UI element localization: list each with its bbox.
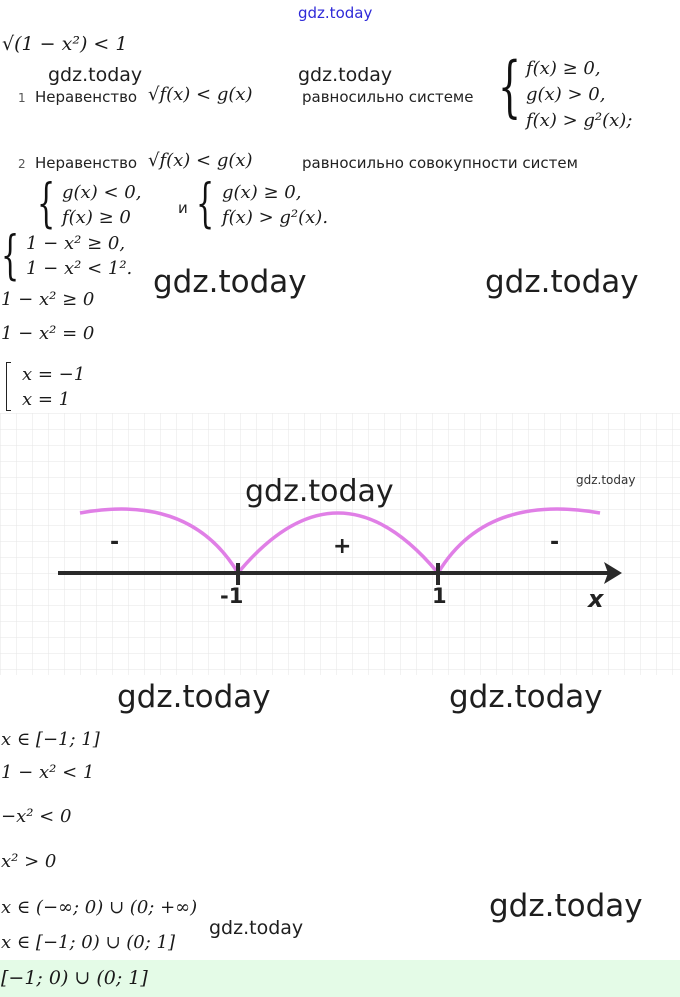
rule-2-expression: √f(x) < g(x) [148,150,253,171]
solution-step: 1 − x² ≥ 0 [1,289,95,310]
watermark: gdz.today [209,917,304,939]
solution-step: −x² < 0 [1,806,72,827]
watermark: gdz.today [245,474,394,509]
number-line-svg [0,413,680,675]
point-label: -1 [220,584,244,608]
rule-1-system-line: f(x) > g²(x); [526,110,633,131]
watermark: gdz.today [576,473,636,487]
watermark: gdz.today [117,679,271,715]
problem-inequality: √(1 − x²) < 1 [2,33,128,55]
system-brace: { [196,174,215,234]
watermark: gdz.today [48,64,143,86]
solution-interval: x ∈ (−∞; 0) ∪ (0; +∞) [1,897,198,918]
system-brace: { [37,174,56,234]
watermark: gdz.today [449,679,603,715]
sign-label: - [550,530,560,555]
watermark: gdz.today [298,4,373,22]
rule-1-system-line: f(x) ≥ 0, [526,58,601,79]
solution-interval: x ∈ [−1; 1] [1,729,100,750]
rule-2-and: и [178,199,188,217]
rule-1-number: 1 [18,91,26,105]
sign-label: + [333,534,352,559]
watermark: gdz.today [489,888,643,924]
solution-step: 1 − x² = 0 [1,323,95,344]
rule-2-number: 2 [18,157,26,171]
collection-bracket [6,362,7,411]
solution-system-line: 1 − x² ≥ 0, [26,233,126,254]
axis-label: x [588,585,604,613]
rule-2-text-start: Неравенство [35,154,138,172]
rule-1-expression: √f(x) < g(x) [148,84,253,105]
watermark: gdz.today [298,64,393,86]
sign-label: - [110,530,120,555]
solution-step: 1 − x² < 1 [1,762,95,783]
answer: [−1; 0) ∪ (0; 1] [1,967,148,989]
watermark: gdz.today [485,264,639,300]
watermark: gdz.today [153,264,307,300]
rule-1-text-end: равносильно системе [302,88,474,106]
system-brace: { [1,226,20,286]
collection-bracket-bottom [6,410,11,411]
rule-2-system-1-line: g(x) < 0, [62,182,142,203]
answer-highlight [0,960,680,997]
rule-2-system-2-line: f(x) > g²(x). [222,207,329,228]
rule-2-system-1-line: f(x) ≥ 0 [62,207,131,228]
solution-step: x² > 0 [1,851,57,872]
solution-interval: x ∈ [−1; 0) ∪ (0; 1] [1,932,175,953]
rule-1-system-line: g(x) > 0, [526,84,606,105]
collection-bracket-top [6,362,11,363]
rule-2-text-end: равносильно совокупности систем [302,154,578,172]
root-line: x = −1 [22,364,86,385]
solution-system-line: 1 − x² < 1². [26,258,133,279]
root-line: x = 1 [22,389,71,410]
rule-1-text-start: Неравенство [35,88,138,106]
number-line-figure [0,413,680,675]
rule-2-system-2-line: g(x) ≥ 0, [222,182,302,203]
point-label: 1 [432,584,447,608]
system-brace: { [498,48,522,125]
